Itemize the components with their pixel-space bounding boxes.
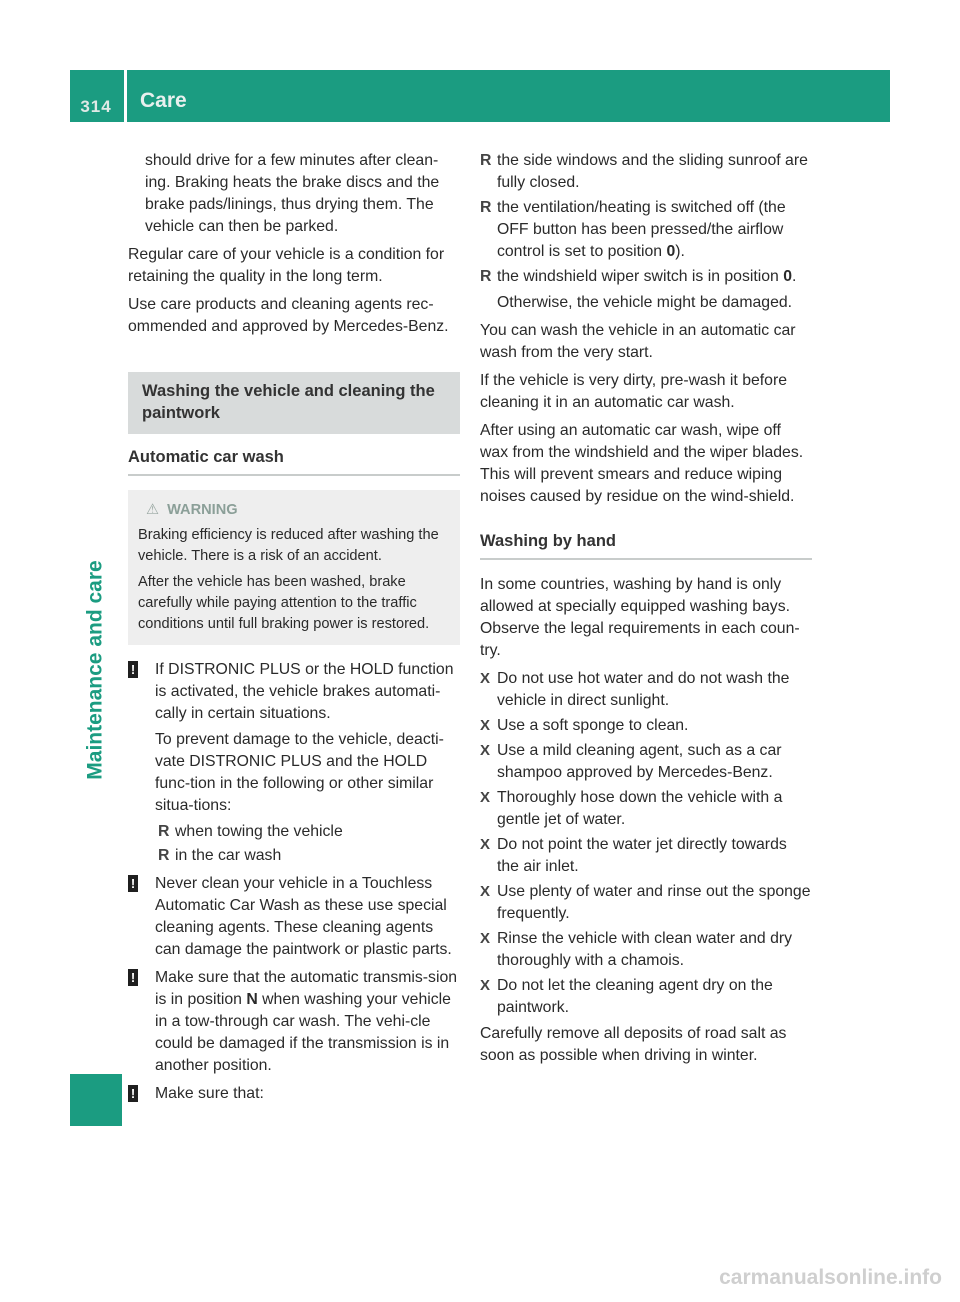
notice-text: Make sure that: xyxy=(155,1085,264,1102)
warning-text: After the vehicle has been washed, brake carefully while paying attention to the traffic conditions until full braking power is restored. xyxy=(138,574,430,632)
paragraph: Regular care of your vehicle is a condition for retaining the quality in the long term. xyxy=(128,246,445,285)
side-marker xyxy=(70,1074,122,1126)
paragraph: After using an automatic car wash, wipe off wax from the windshield and the wiper blades. This will prevent smears and reduce wiping noises caused by residue on the wind-shield. xyxy=(480,422,804,505)
bullet-icon: R xyxy=(480,152,492,169)
step-item: X Do not use hot water and do not wash the vehicle in direct sunlight. xyxy=(480,670,790,709)
side-tab-label: Maintenance and care xyxy=(84,560,108,780)
header-divider xyxy=(124,70,127,122)
warning-triangle-icon: ⚠ xyxy=(146,502,160,518)
page-number: 314 xyxy=(80,97,112,116)
list-item: R the windshield wiper switch is in position 0. xyxy=(480,266,812,288)
exclamation-icon: ! xyxy=(128,875,138,892)
bullet-icon: R xyxy=(158,847,170,864)
step-marker-icon: X xyxy=(480,742,491,759)
bullet-icon: R xyxy=(480,199,492,216)
paragraph: If the vehicle is very dirty, pre-wash it before cleaning it in an automatic car wash. xyxy=(480,372,787,411)
list-item: R the side windows and the sliding sunroof are fully closed. xyxy=(480,152,808,191)
exclamation-icon: ! xyxy=(128,661,138,678)
notice-text: Never clean your vehicle in a Touchless Automatic Car Wash as these use special cleaning agents. These cleaning agents can damage the paintwork or plastic parts. xyxy=(155,875,452,958)
step-item: X Use plenty of water and rinse out the sponge frequently. xyxy=(480,883,811,922)
bullet-icon: R xyxy=(480,268,492,285)
step-marker-icon: X xyxy=(480,977,491,994)
page-title: Care xyxy=(140,89,187,112)
paragraph: Carefully remove all deposits of road salt as soon as possible when driving in winter. xyxy=(480,1025,787,1064)
step-marker-icon: X xyxy=(480,930,491,947)
exclamation-icon: ! xyxy=(128,969,138,986)
header-bar xyxy=(70,70,890,122)
notice xyxy=(128,1083,460,1105)
step-marker-icon: X xyxy=(480,883,491,900)
continued-paragraph: should drive for a few minutes after clean- ing. Braking heats the brake discs and the brake pads/linings, thus drying them. The vehicle can then be parked. xyxy=(145,152,440,235)
step-marker-icon: X xyxy=(480,836,491,853)
step-marker-icon: X xyxy=(480,670,491,687)
paragraph: Use care products and cleaning agents rec-ommended and approved by Mercedes-Benz. xyxy=(128,296,449,335)
bullet-icon: R xyxy=(158,823,170,840)
list-item: R when towing the vehicle xyxy=(158,821,460,843)
right-column xyxy=(480,150,812,1073)
step-item: X Rinse the vehicle with clean water and dry thoroughly with a chamois. xyxy=(480,930,793,969)
notice xyxy=(128,659,460,867)
warning-title: ⚠ WARNING xyxy=(146,502,238,518)
subheading: Washing by hand xyxy=(480,530,812,560)
section-heading: Washing the vehicle and cleaning the paintwork xyxy=(128,372,460,434)
list-item: R the ventilation/heating is switched off (the OFF button has been pressed/the airflow control is set to position 0). xyxy=(480,199,786,260)
side-tab xyxy=(70,280,122,1060)
exclamation-icon: ! xyxy=(128,1085,138,1102)
list-item: R in the car wash xyxy=(158,845,460,867)
warning-text: Braking efficiency is reduced after washing the vehicle. There is a risk of an accident. xyxy=(138,527,439,564)
step-marker-icon: X xyxy=(480,789,491,806)
step-item: X Do not point the water jet directly towards the air inlet. xyxy=(480,836,787,875)
subheading: Automatic car wash xyxy=(128,446,460,476)
step-item: X Thoroughly hose down the vehicle with a gentle jet of water. xyxy=(480,789,783,828)
step-item: X Use a soft sponge to clean. xyxy=(480,715,812,737)
watermark: carmanualsonline.info xyxy=(719,1266,942,1289)
step-marker-icon: X xyxy=(480,717,491,734)
notice xyxy=(128,967,460,1077)
step-item: X Do not let the cleaning agent dry on the paintwork. xyxy=(480,977,773,1016)
notice xyxy=(128,873,460,961)
notice-text: To prevent damage to the vehicle, deacti-vate DISTRONIC PLUS and the HOLD func-tion in the following or other similar situa-tions: xyxy=(155,731,444,814)
step-item: X Use a mild cleaning agent, such as a car shampoo approved by Mercedes-Benz. xyxy=(480,742,782,781)
notice-text: Make sure that the automatic transmis-sion is in position N when washing your vehicle in a tow-through car wash. The vehi-cle could be damaged if the transmission is in another position. xyxy=(155,969,458,1074)
paragraph: In some countries, washing by hand is only allowed at specially equipped washing bays. Observe the legal requirements in each coun-try. xyxy=(480,576,800,659)
left-column xyxy=(128,150,460,1111)
notice-text: If DISTRONIC PLUS or the HOLD function is activated, the vehicle brakes automati-cally in certain situations. xyxy=(155,661,454,722)
paragraph: Otherwise, the vehicle might be damaged. xyxy=(497,294,793,311)
warning-box xyxy=(128,490,460,645)
paragraph: You can wash the vehicle in an automatic car wash from the very start. xyxy=(480,322,796,361)
